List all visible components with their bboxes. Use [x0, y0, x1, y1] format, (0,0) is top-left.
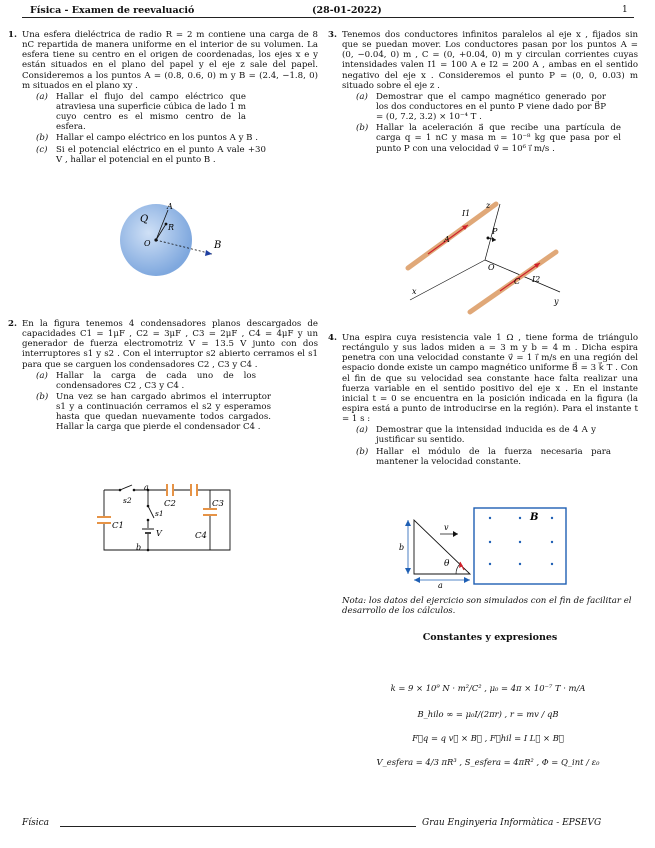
label-y: y	[554, 297, 559, 306]
p3-a-label: (a)	[356, 91, 368, 102]
sphere-figure	[118, 198, 228, 284]
label-c4: C4	[195, 531, 207, 541]
label-p: P	[492, 227, 498, 236]
field-dots	[489, 517, 553, 565]
label-o: O	[144, 239, 151, 248]
b-side-arrow-top-icon	[405, 520, 411, 526]
footer-rule	[60, 826, 416, 827]
label-field-b: B	[530, 512, 539, 523]
problem-2	[8, 319, 318, 433]
circuit-figure	[92, 484, 242, 556]
header-rule	[22, 17, 634, 18]
p2-b-label: (b)	[36, 391, 49, 402]
label-z: z	[486, 201, 491, 210]
label-r: R	[168, 223, 175, 232]
p2-a-text: Hallar la carga de cada uno de los condensadores C2 , C3 y C4 .	[56, 370, 256, 391]
p4-b-text: Hallar el módulo de la fuerza necesaria para mantener la velocidad constante.	[376, 446, 611, 467]
footer-right: Grau Enginyeria Informàtica - EPSEVG	[422, 818, 602, 828]
label-c2: C2	[164, 499, 176, 509]
p1-b-label: (b)	[36, 133, 49, 144]
problem-4	[328, 333, 638, 467]
p3-a-text: Demostrar que el campo magnético generado por los dos conductores en el punto P viene dado por B⃗P = (0, 7.2, 3.2) × 10⁻⁴ T .	[376, 91, 606, 123]
header-title: Física - Examen de reevaluació	[30, 5, 195, 16]
problem-2-text: En la figura tenemos 4 condensadores planos descargados de capacidades C1 = 1μF , C2 = 3μF , C3 = 2μF , C4 = 4μF y un generador de fuerza electromotriz V = 13.5 V junto con dos interruptores s1 y s2 . Con el interruptor s2 abierto cerramos el s1 para que se carguen los condensadores C2 , C3 y C4 .	[22, 319, 318, 370]
problem-2-number: 2.	[8, 319, 17, 329]
problem-4-number: 4.	[328, 333, 337, 343]
field-region	[474, 508, 566, 584]
label-b-side: b	[399, 543, 405, 552]
a-side-arrow-right-icon	[464, 577, 470, 583]
problem-3-text: Tenemos dos conductores infinitos paralelos al eje x , fijados sin que se puedan mover. Los conductores pasan por los puntos A = (0, −0.04, 0) m , C = (0, +0.04, 0) m y circulan corrientes cuyas intensidades valen I1 = 100 A e I2 = 200 A , ambas en el sentido negativo del eje x . Consideremos el punto P = (0, 0, 0.03) m situado sobre el eje z .	[342, 30, 638, 91]
label-s2: s2	[123, 496, 132, 505]
p2-a-label: (a)	[36, 370, 48, 381]
footer-left: Física	[22, 818, 50, 828]
velocity-head-icon	[453, 531, 458, 537]
label-v: v	[444, 523, 449, 532]
wires-figure	[400, 194, 570, 316]
label-x: x	[412, 287, 417, 296]
x-axis	[410, 260, 485, 300]
label-v: V	[156, 529, 162, 538]
label-a: A	[167, 202, 173, 211]
header-date: (28-01-2022)	[312, 5, 382, 16]
point-a	[165, 223, 168, 226]
constants-title: Constantes y expresiones	[422, 632, 558, 643]
equation-1: k = 9 × 10⁹ N · m²/C² , μ₀ = 4π × 10⁻⁷ T · m/A	[390, 683, 586, 693]
equation-3: F⃗q = q v⃗ × B⃗ , F⃗hil = I L⃗ × B⃗	[412, 733, 564, 743]
p1-a-text: Hallar el flujo del campo eléctrico que atraviesa una superficie cúbica de lado 1 m cuyo centro es el mismo centro de la esfera.	[56, 91, 246, 133]
label-s1: s1	[155, 509, 164, 518]
p1-c-text: Si el potencial eléctrico en el punto A vale +30 V , hallar el potencial en el punto B .	[56, 144, 266, 165]
label-o-wire: O	[488, 263, 495, 272]
problem-4-text: Una espira cuya resistencia vale 1 Ω , tiene forma de triángulo rectángulo y sus lados miden a = 3 m y b = 4 m . Dicha espira penetra con una velocidad constante v⃗ = 1 i⃗ m/s en una región del espacio donde existe un campo magnético uniforme B⃗ = 3 k⃗ T . Con el fin de que su velocidad sea constante hace falta realizar una fuerza variable en el sentido positivo del eje x . En el instante inicial t = 0 se encuentra en la posición indicada en la figura (la espira está a punto de introducirse en la región). Para el instante t = 1 s :	[342, 333, 638, 425]
b-side-arrow-bottom-icon	[405, 568, 411, 574]
problem-3-number: 3.	[328, 30, 337, 40]
p4-a-label: (a)	[356, 425, 368, 436]
label-c1: C1	[112, 521, 124, 531]
label-b-node: b	[136, 543, 142, 552]
equation-4: V_esfera = 4/3 πR³ , S_esfera = 4πR² , Φ = Q_int / ε₀	[376, 757, 600, 767]
label-c3: C3	[212, 499, 224, 509]
label-a-side: a	[438, 581, 443, 588]
p1-a-label: (a)	[36, 91, 48, 102]
p2-b-text: Una vez se han cargado abrimos el interruptor s1 y a continuación cerramos el s2 y esperamos hasta que quedan nuevamente todos cargados. Hallar la carga que pierde el condensador C4 .	[56, 391, 271, 433]
p4-a-text: Demostrar que la intensidad inducida es de 4 A y justificar su sentido.	[376, 425, 596, 446]
problem-1-number: 1.	[8, 30, 17, 40]
origin-point	[154, 238, 157, 241]
label-i2: I2	[532, 275, 541, 284]
label-theta: θ	[444, 559, 450, 569]
p1-c-label: (c)	[36, 144, 48, 155]
page-number: 1	[622, 5, 628, 15]
label-a-node: a	[144, 484, 149, 492]
problem-1-text: Una esfera dieléctrica de radio R = 2 m contiene una carga de 8 nC repartida de manera uniforme en el interior de su volumen. La esfera tiene su centro en el origen de coordenadas, los ejes x e y están situados en el plano del papel y el eje z sale del papel. Consideremos a los puntos A = (0.8, 0.6, 0) m y B = (2.4, −1.8, 0) m situados en el plano xy .	[22, 30, 318, 91]
b-arrow-icon	[205, 250, 212, 256]
problem-3	[328, 30, 638, 154]
label-b: B	[214, 240, 222, 251]
loop-figure	[398, 506, 570, 588]
label-q: Q	[140, 214, 149, 225]
problem-1	[8, 30, 318, 165]
label-c-wire: C	[514, 277, 521, 286]
equation-2: B_hilo ∞ = μ₀I/(2πr) , r = mv / qB	[417, 709, 559, 719]
note: Nota: los datos del ejercicio son simulados con el fin de facilitar el desarrollo de los cálculos.	[342, 596, 632, 617]
p1-b-text: Hallar el campo eléctrico en los puntos A y B .	[56, 133, 258, 144]
p3-b-text: Hallar la aceleración a⃗ que recibe una partícula de carga q = 1 nC y masa m = 10⁻⁸ kg que pasa por el punto P con una velocidad v⃗ = 10⁶ i⃗ m/s .	[376, 123, 621, 154]
p3-b-label: (b)	[356, 123, 369, 134]
label-a-wire: A	[444, 235, 450, 244]
a-side-arrow-left-icon	[414, 577, 420, 583]
label-i1: I1	[462, 209, 471, 218]
p4-b-label: (b)	[356, 446, 369, 457]
